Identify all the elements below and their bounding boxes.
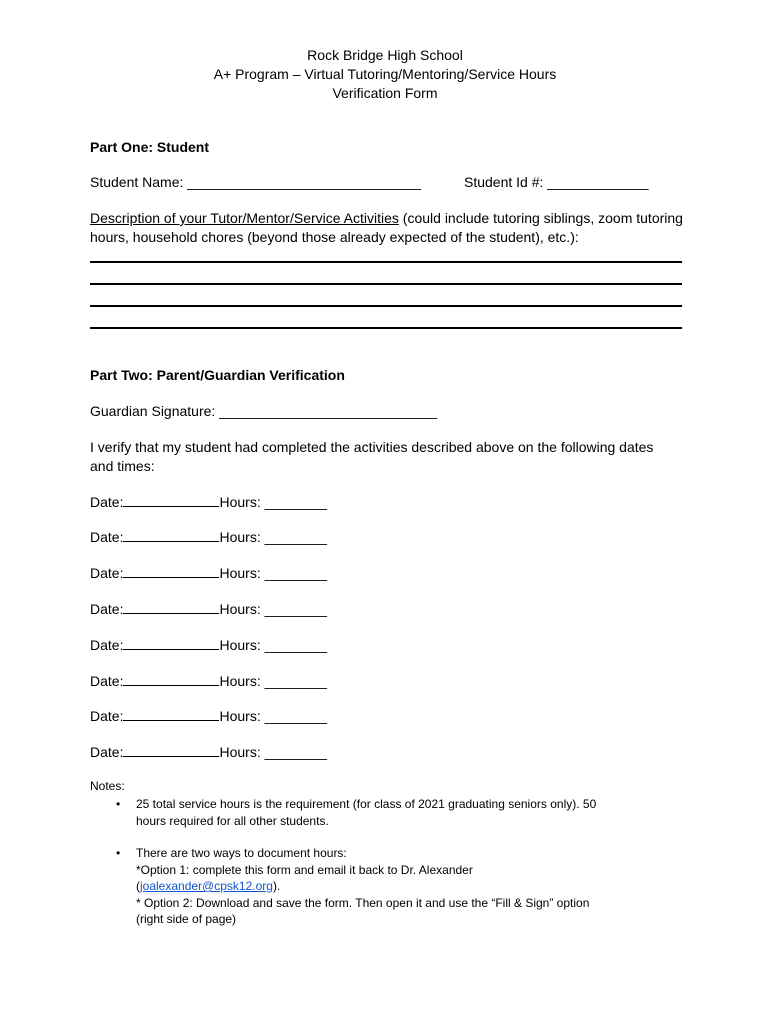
note-service-hours-line2: hours required for all other students.	[136, 813, 329, 828]
program-title: A+ Program – Virtual Tutoring/Mentoring/Service Hours	[213, 66, 557, 82]
date-hours-row[interactable]	[90, 671, 327, 690]
date-label: Date:	[90, 637, 124, 653]
note-service-hours-line1: 25 total service hours is the requirement (for class of 2021 graduating seniors only). 50	[136, 797, 597, 811]
description-line-1[interactable]	[90, 261, 682, 263]
date-input-line[interactable]	[123, 599, 219, 614]
date-hours-row[interactable]	[90, 527, 327, 546]
verify-statement	[90, 438, 670, 476]
notes-heading: Notes:	[90, 779, 125, 793]
note-email-line	[136, 878, 696, 895]
form-title: Verification Form	[332, 85, 438, 101]
note-option-two-cont: (right side of page)	[136, 912, 237, 926]
paren-close: ).	[272, 879, 281, 893]
date-label: Date:	[90, 673, 124, 689]
student-name-field[interactable]: Student Name: ______________________________	[90, 174, 421, 190]
part-two-heading: Part Two: Parent/Guardian Verification	[90, 367, 345, 383]
date-input-line[interactable]	[123, 635, 219, 650]
date-input-line[interactable]	[123, 492, 219, 507]
bullet-glyph: •	[116, 846, 121, 860]
activities-description-label: Description of your Tutor/Mentor/Service Activities	[90, 210, 399, 226]
hours-field[interactable]: Hours: ________	[219, 708, 327, 724]
hours-field[interactable]: Hours: ________	[219, 494, 327, 510]
date-label: Date:	[90, 744, 124, 760]
date-input-line[interactable]	[123, 671, 219, 686]
paren-open: (	[136, 879, 140, 893]
form-header	[0, 46, 770, 103]
verify-text: I verify that my student had completed the activities described above on the following dates and times:	[90, 439, 654, 474]
note-document-hours-line1: There are two ways to document hours:	[136, 846, 347, 860]
bullet-glyph: •	[116, 797, 121, 811]
date-input-line[interactable]	[123, 742, 219, 757]
activities-description	[90, 209, 690, 247]
date-input-line[interactable]	[123, 706, 219, 721]
date-label: Date:	[90, 529, 124, 545]
guardian-signature-field[interactable]: Guardian Signature: ____________________________	[90, 403, 438, 419]
note-service-hours	[136, 796, 696, 829]
hours-field[interactable]: Hours: ________	[219, 601, 327, 617]
part-one-heading: Part One: Student	[90, 139, 210, 155]
email-link[interactable]: joalexander@cpsk12.org	[140, 879, 273, 893]
date-input-line[interactable]	[123, 563, 219, 578]
hours-field[interactable]: Hours: ________	[219, 529, 327, 545]
date-hours-row[interactable]	[90, 563, 327, 582]
note-option-one: *Option 1: complete this form and email it back to Dr. Alexander	[136, 862, 473, 877]
date-hours-row[interactable]	[90, 706, 327, 725]
hours-field[interactable]: Hours: ________	[219, 744, 327, 760]
note-option-two: * Option 2: Download and save the form. Then open it and use the “Fill & Sign” option	[136, 895, 590, 910]
activities-description-hint: (could include tutoring siblings, zoom tutoring hours, household chores (beyond those already expected of the student), etc.):	[90, 210, 683, 245]
date-hours-row[interactable]	[90, 599, 327, 618]
hours-field[interactable]: Hours: ________	[219, 565, 327, 581]
date-label: Date:	[90, 494, 124, 510]
school-name: Rock Bridge High School	[307, 47, 463, 63]
description-line-3[interactable]	[90, 305, 682, 307]
date-label: Date:	[90, 565, 124, 581]
hours-field[interactable]: Hours: ________	[219, 637, 327, 653]
date-input-line[interactable]	[123, 527, 219, 542]
note-document-hours	[136, 845, 696, 928]
date-label: Date:	[90, 601, 124, 617]
student-id-field[interactable]: Student Id #: _____________	[464, 174, 649, 190]
description-line-2[interactable]	[90, 283, 682, 285]
hours-field[interactable]: Hours: ________	[219, 673, 327, 689]
date-hours-row[interactable]	[90, 492, 327, 511]
date-label: Date:	[90, 708, 124, 724]
date-hours-row[interactable]	[90, 635, 327, 654]
date-hours-row[interactable]	[90, 742, 327, 761]
description-line-4[interactable]	[90, 327, 682, 329]
